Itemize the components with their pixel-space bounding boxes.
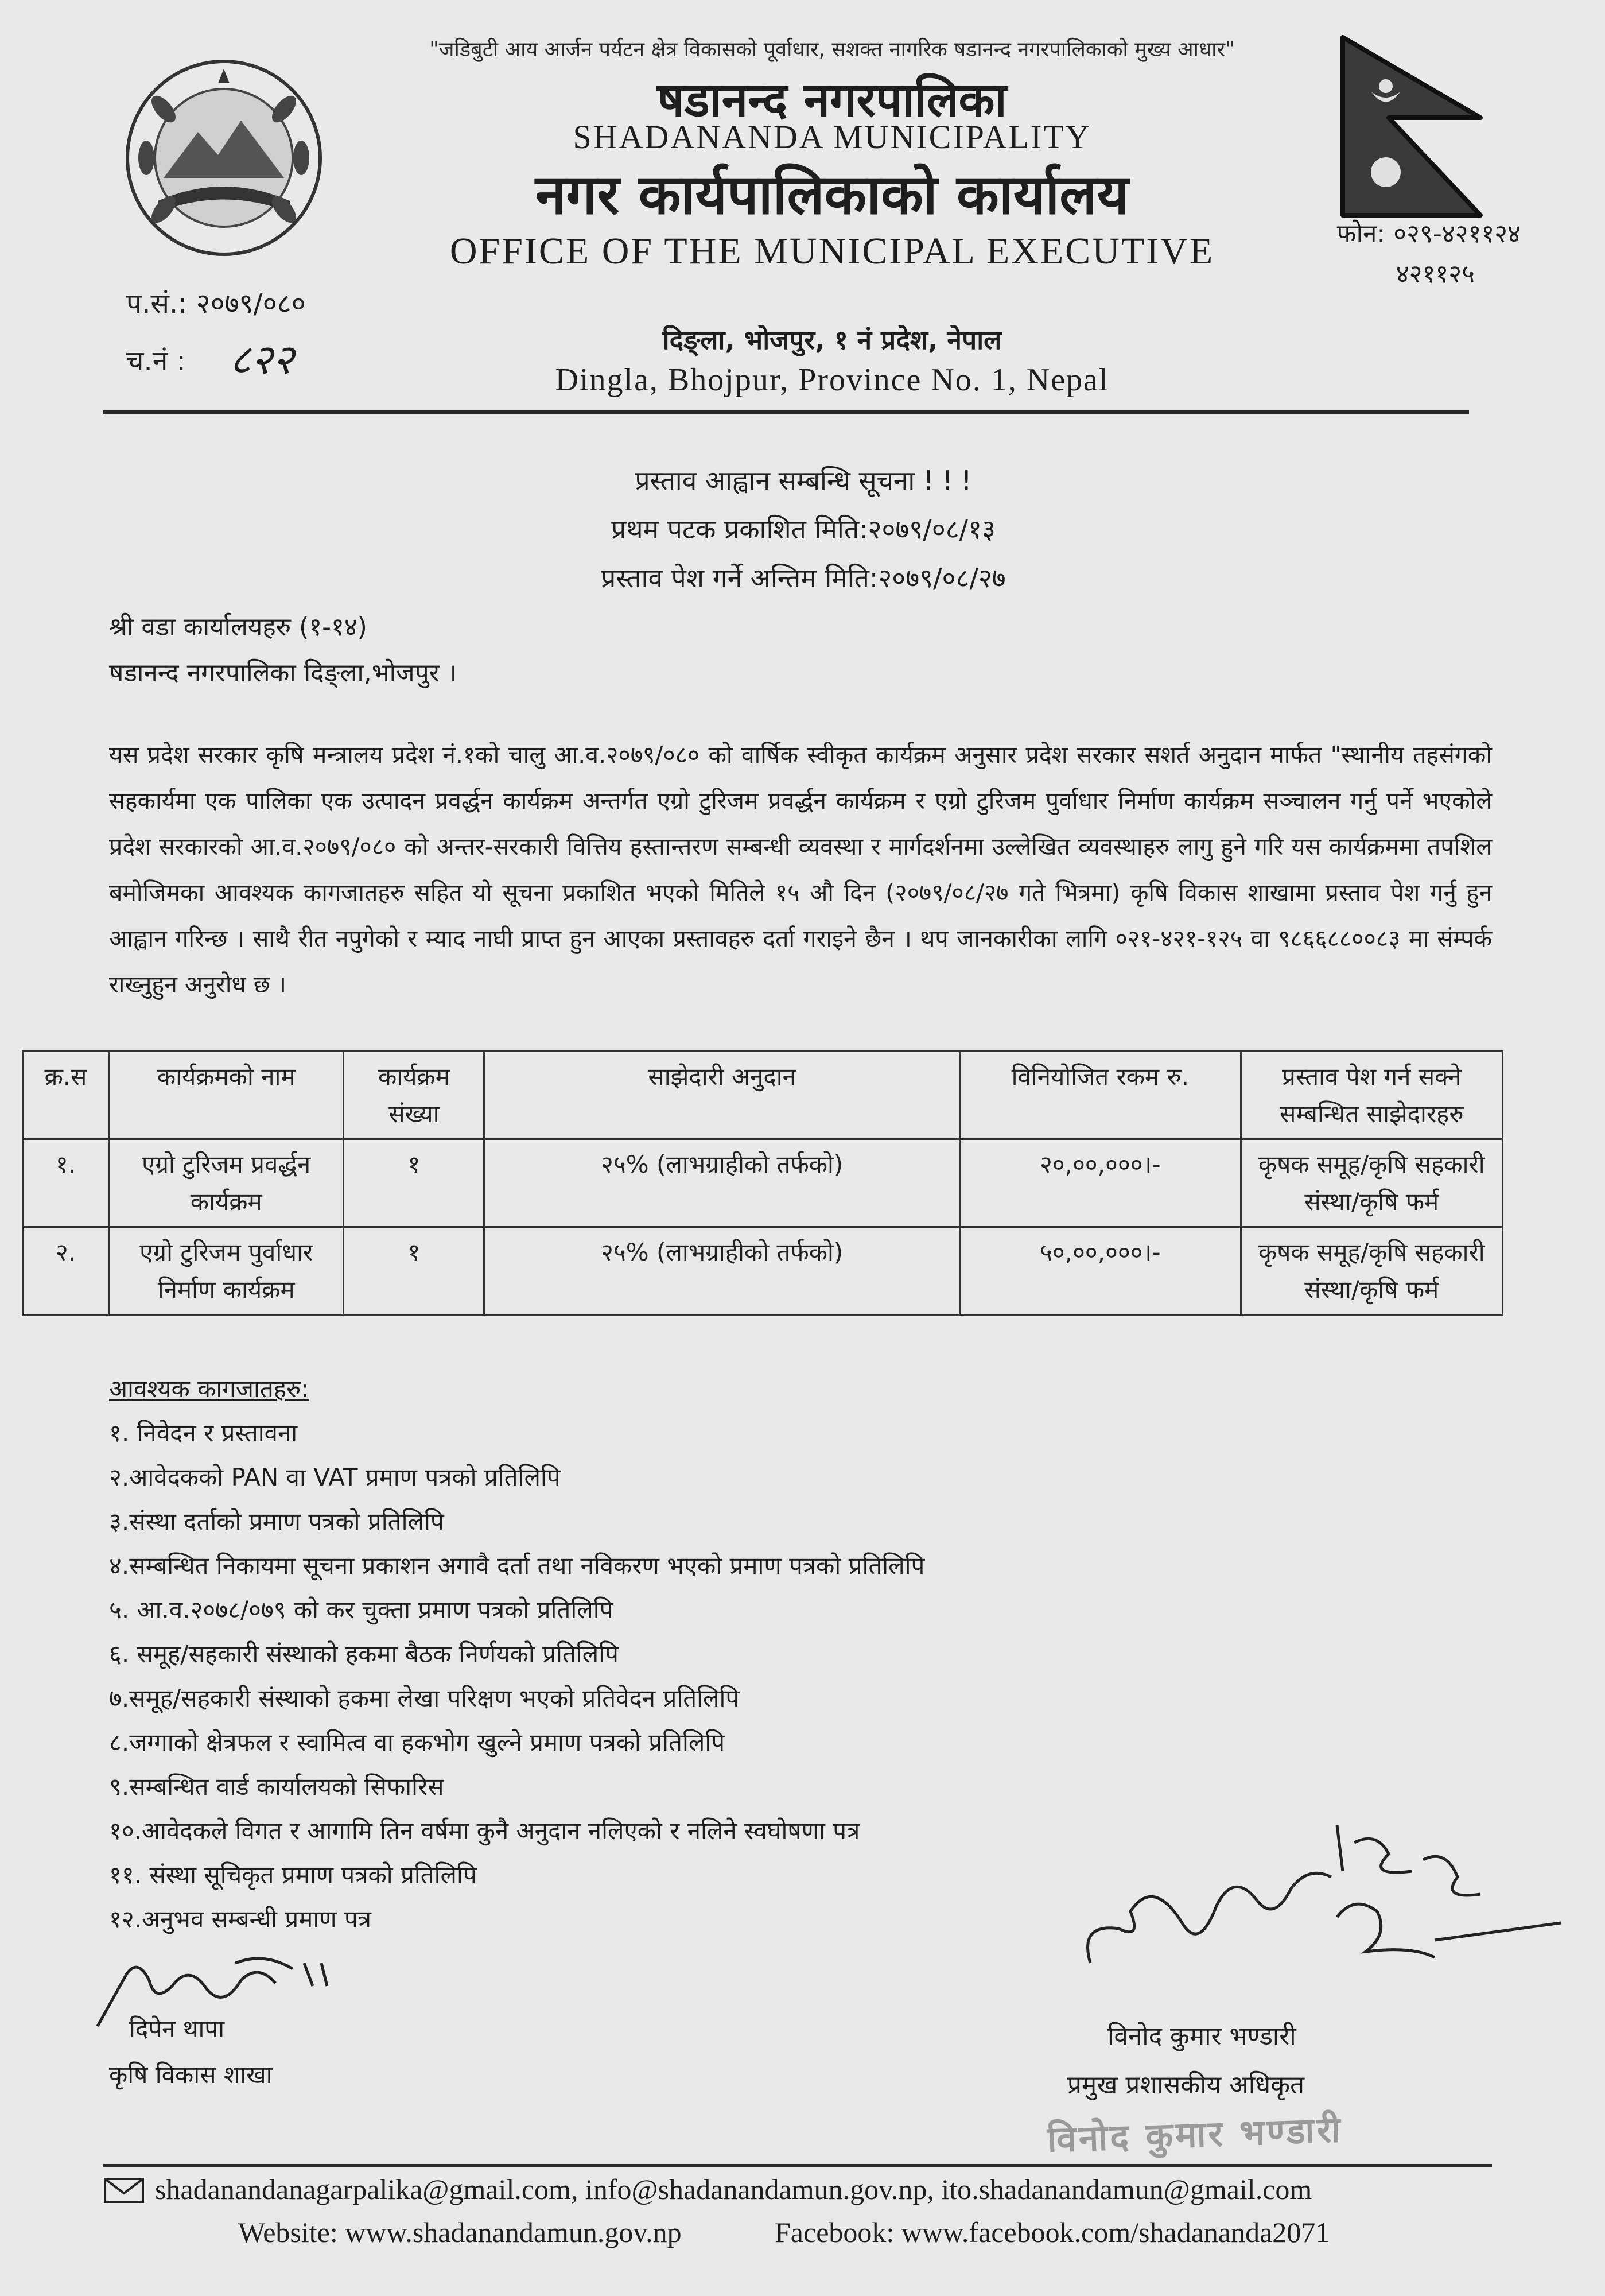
header-serial: क्र.स: [23, 1052, 109, 1139]
phone-number-2: ४२११२५: [1396, 259, 1475, 289]
table-row: [23, 1139, 1503, 1227]
submission-deadline: प्रस्ताव पेश गर्ने अन्तिम मिति:२०७९/०८/२७: [601, 563, 1006, 594]
cell-program-name: एग्रो टुरिजम पुर्वाधार निर्माण कार्यक्रम: [108, 1227, 344, 1315]
address-np: दिङ्ला, भोजपुर, १ नं प्रदेश, नेपाल: [662, 324, 1002, 355]
office-name-np: नगर कार्यपालिकाको कार्यालय: [535, 162, 1129, 227]
phone-number-1: फोन: ०२९-४२११२४: [1336, 219, 1521, 249]
left-signatory-name: दिपेन थापा: [129, 2015, 225, 2043]
requirement-item: ९.सम्बन्धित वार्ड कार्यालयको सिफारिस: [109, 1773, 444, 1801]
cell-allocated-amount: ५०,००,०००।-: [960, 1227, 1241, 1315]
municipality-name-np: षडानन्द नगरपालिका: [657, 73, 1007, 127]
right-signatory-title: प्रमुख प्रशासकीय अधिकृत: [1067, 2070, 1305, 2100]
email-icon: [103, 2177, 145, 2204]
requirements-heading: आवश्यक कागजातहरु:: [109, 1375, 309, 1403]
cell-allocated-amount: २०,००,०००।-: [960, 1139, 1241, 1227]
header-allocated-amount: विनियोजित रकम रु.: [960, 1052, 1241, 1139]
table-header-row: [23, 1052, 1503, 1139]
cell-eligible-partners: कृषक समूह/कृषि सहकारी संस्था/कृषि फर्म: [1241, 1227, 1502, 1315]
official-stamp: विनोद कुमार भण्डारी: [1046, 2108, 1344, 2161]
recipient-line-1: श्री वडा कार्यालयहरु (१-१४): [109, 612, 367, 642]
header-divider: [103, 410, 1469, 414]
left-signatory-title: कृषि विकास शाखा: [109, 2061, 273, 2089]
right-signatory-name: विनोद कुमार भण्डारी: [1107, 2022, 1296, 2051]
footer-facebook: Facebook: www.facebook.com/shadananda2071: [775, 2216, 1330, 2248]
header-eligible-partners: प्रस्ताव पेश गर्न सक्ने सम्बन्धित साझेदारहरु: [1241, 1052, 1502, 1139]
cell-serial: २.: [23, 1227, 109, 1315]
published-date: प्रथम पटक प्रकाशित मिति:२०७९/०८/१३: [611, 514, 996, 545]
cell-program-name: एग्रो टुरिजम प्रवर्द्धन कार्यक्रम: [108, 1139, 344, 1227]
footer-divider: [103, 2164, 1492, 2167]
right-signature: [1067, 1808, 1584, 1998]
office-name-en: OFFICE OF THE MUNICIPAL EXECUTIVE: [449, 230, 1215, 272]
notice-body: यस प्रदेश सरकार कृषि मन्त्रालय प्रदेश नं.१को चालु आ.व.२०७९/०८० को वार्षिक स्वीकृत कार्यक्रम अनुसार प्रदेश सरकार सशर्त अनुदान मार्फत "स्थानीय तहसंगको सहकार्यमा एक पालिका एक उत्पादन प्रवर्द्धन कार्यक्रम अन्तर्गत एग्रो टुरिजम प्रवर्द्धन कार्यक्रम र एग्रो टुरिजम पुर्वाधार निर्माण कार्यक्रम सञ्चालन गर्नु पर्ने भएकोले प्रदेश सरकारको आ.व.२०७९/०८० को अन्तर-सरकारी वित्तिय हस्तान्तरण सम्बन्धी व्यवस्था र मार्गदर्शनमा उल्लेखित व्यवस्थाहरु लागु हुने गरि यस कार्यक्रममा तपशिल बमोजिमका आवश्यक कागजातहरु सहित यो सूचना प्रकाशित भएको मितिले १५ औ दिन (२०७९/०८/२७ गते भित्रमा) कृषि विकास शाखामा प्रस्ताव पेश गर्नु हुन आह्वान गरिन्छ । साथै रीत नपुगेको र म्याद नाघी प्राप्त हुन आएका प्रस्तावहरु दर्ता गराइने छैन । थप जानकारीका लागि ०२१-४२१-१२५ वा ९८६६८८००८३ मा संम्पर्क राख्नुहुन अनुरोध छ ।: [109, 741, 1492, 998]
requirement-item: ५. आ.व.२०७८/०७९ को कर चुक्ता प्रमाण पत्रको प्रतिलिपि: [109, 1596, 613, 1624]
header-grant-share: साझेदारी अनुदान: [484, 1052, 960, 1139]
table-row: [23, 1227, 1503, 1315]
cell-serial: १.: [23, 1139, 109, 1227]
municipality-name-en: SHADANANDA MUNICIPALITY: [573, 118, 1091, 156]
cell-eligible-partners: कृषक समूह/कृषि सहकारी संस्था/कृषि फर्म: [1241, 1139, 1502, 1227]
dispatch-label: च.नं :: [126, 345, 186, 377]
slogan: "जडिबुटी आय आर्जन पर्यटन क्षेत्र विकासको पूर्वाधार, सशक्त नागरिक षडानन्द नगरपालिकाको मुख्य आधार": [429, 38, 1235, 61]
address-en: Dingla, Bhojpur, Province No. 1, Nepal: [555, 362, 1109, 398]
dispatch-number: ८२२: [230, 335, 294, 383]
header-program-name: कार्यक्रमको नाम: [108, 1052, 344, 1139]
cell-grant-share: २५% (लाभग्राहीको तर्फको): [484, 1227, 960, 1315]
requirement-item: ६. समूह/सहकारी संस्थाको हकमा बैठक निर्णयको प्रतिलिपि: [109, 1640, 619, 1668]
requirement-item: १. निवेदन र प्रस्तावना: [109, 1419, 298, 1447]
program-table: [22, 1050, 1503, 1316]
requirement-item: २.आवेदकको PAN वा VAT प्रमाण पत्रको प्रतिलिपि: [109, 1463, 561, 1491]
footer-website: Website: www.shadanandamun.gov.np: [238, 2216, 682, 2248]
requirement-item: १०.आवेदकले विगत र आगामि तिन वर्षमा कुनै अनुदान नलिएको र नलिने स्वघोषणा पत्र: [109, 1817, 860, 1845]
header-program-count: कार्यक्रम संख्या: [344, 1052, 484, 1139]
cell-program-count: १: [344, 1227, 484, 1315]
requirement-item: ४.सम्बन्धित निकायमा सूचना प्रकाशन अगावै दर्ता तथा नविकरण भएको प्रमाण पत्रको प्रतिलिपि: [109, 1552, 925, 1580]
requirement-item: ११. संस्था सूचिकृत प्रमाण पत्रको प्रतिलिपि: [109, 1861, 477, 1889]
requirement-item: ७.समूह/सहकारी संस्थाको हकमा लेखा परिक्षण भएको प्रतिवेदन प्रतिलिपि: [109, 1684, 740, 1712]
nepal-flag-icon: [1337, 32, 1492, 221]
notice-title: प्रस्ताव आह्वान सम्बन्धि सूचना ! ! !: [635, 465, 972, 496]
requirement-item: ३.संस्था दर्ताको प्रमाण पत्रको प्रतिलिपि: [109, 1507, 444, 1535]
requirement-item: ८.जग्गाको क्षेत्रफल र स्वामित्व वा हकभोग खुल्ने प्रमाण पत्रको प्रतिलिपि: [109, 1728, 725, 1756]
reference-number: प.सं.: २०७९/०८०: [126, 288, 306, 320]
cell-program-count: १: [344, 1139, 484, 1227]
footer-emails: shadanandanagarpalika@gmail.com, info@shadanandamun.gov.np, ito.shadanandamun@gmail.com: [155, 2173, 1312, 2205]
cell-grant-share: २५% (लाभग्राहीको तर्फको): [484, 1139, 960, 1227]
municipal-emblem: [123, 57, 324, 258]
recipient-line-2: षडानन्द नगरपालिका दिङ्ला,भोजपुर ।: [109, 658, 457, 688]
requirement-item: १२.अनुभव सम्बन्धी प्रमाण पत्र: [109, 1905, 372, 1933]
